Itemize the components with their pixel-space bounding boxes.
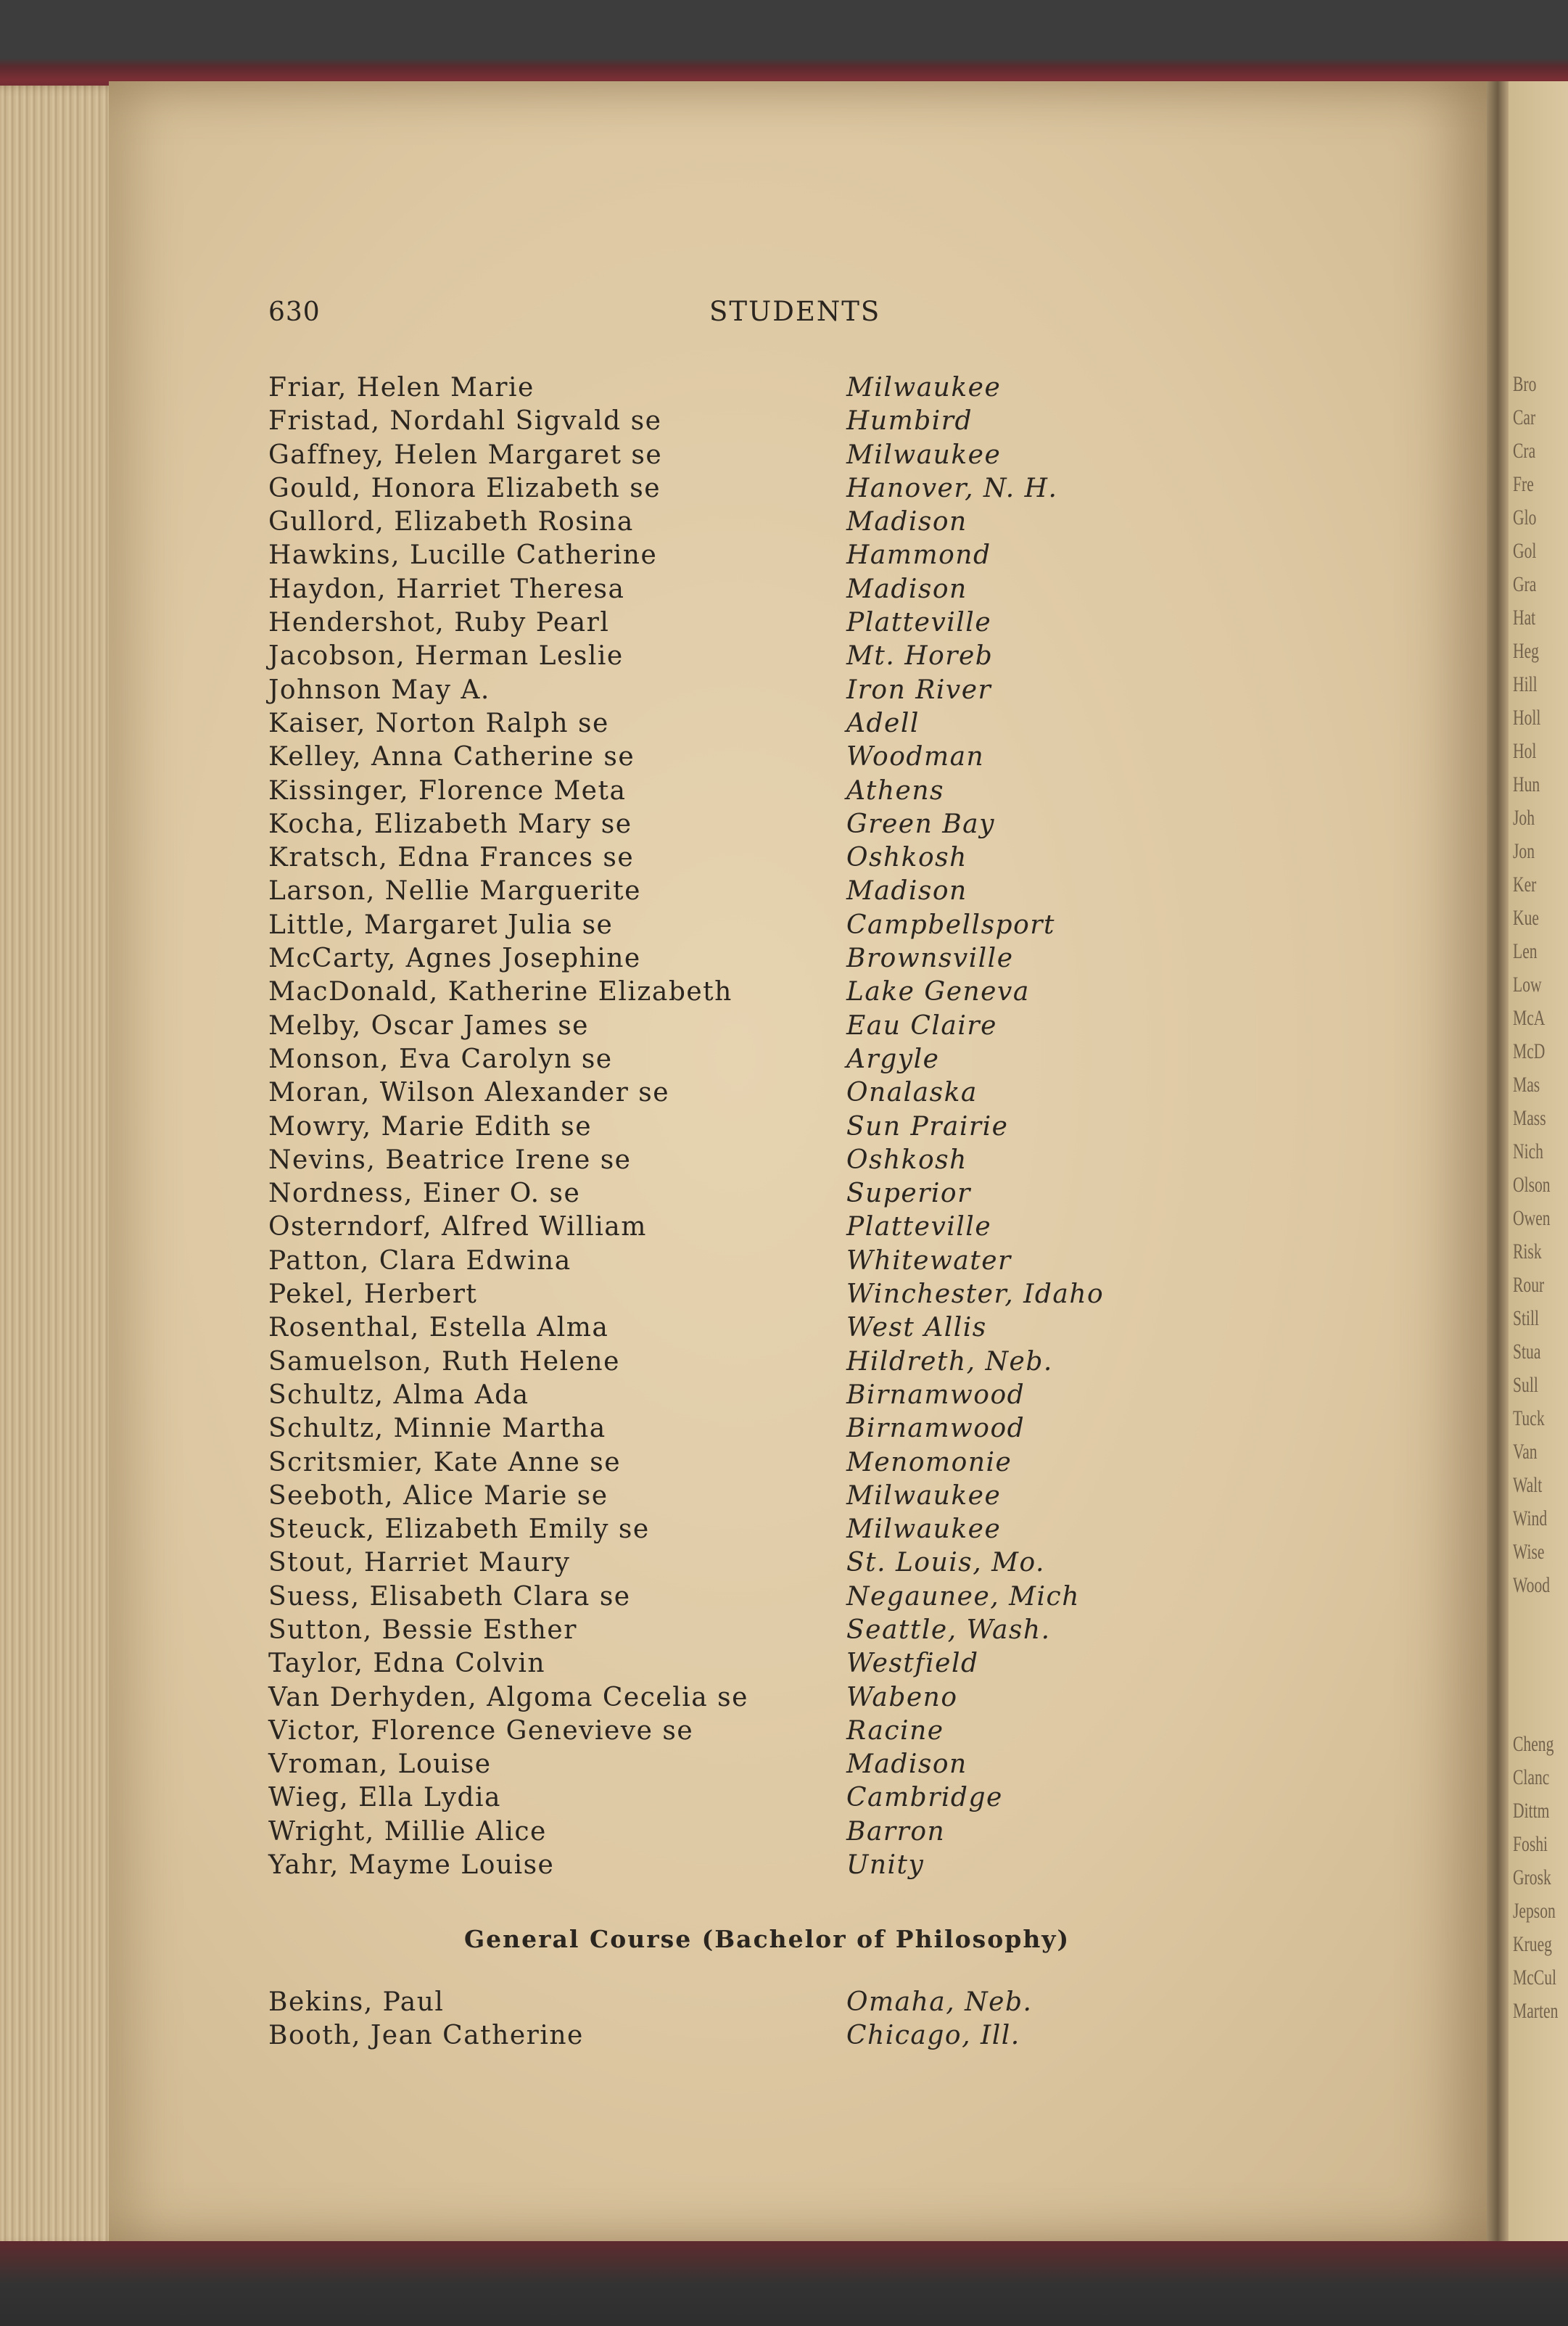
student-entry — [268, 1446, 1371, 1480]
student-entry — [268, 1647, 1371, 1680]
student-entry — [268, 1010, 1371, 1043]
facing-page-entry: McCul — [1513, 1966, 1557, 1989]
student-entry — [268, 1278, 1371, 1311]
student-hometown: Hildreth, Neb. — [846, 1346, 1053, 1377]
facing-page-entry: Stua — [1513, 1340, 1541, 1364]
student-name: Vroman, Louise — [268, 1749, 492, 1780]
facing-page-entry: Heg — [1513, 639, 1539, 663]
facing-page-entry: Walt — [1513, 1473, 1543, 1497]
student-hometown: Woodman — [846, 742, 985, 772]
student-name: Monson, Eva Carolyn se — [268, 1044, 613, 1074]
student-hometown: Madison — [846, 1749, 967, 1780]
student-name: Stout, Harriet Maury — [268, 1548, 571, 1578]
student-entry — [268, 1480, 1371, 1513]
student-entry — [268, 405, 1371, 438]
student-name: Bekins, Paul — [268, 1987, 445, 2017]
student-name: Melby, Oscar James se — [268, 1010, 589, 1041]
student-name: Johnson May A. — [268, 675, 490, 705]
student-entry — [268, 1681, 1371, 1715]
student-name: Samuelson, Ruth Helene — [268, 1346, 620, 1377]
student-entry — [268, 1781, 1371, 1815]
student-entry — [268, 808, 1371, 841]
facing-page-entry: Tuck — [1513, 1406, 1545, 1430]
student-entry — [268, 1849, 1371, 1882]
student-entry — [268, 775, 1371, 808]
facing-page-entry: Bro — [1513, 372, 1537, 396]
student-hometown: St. Louis, Mo. — [846, 1548, 1046, 1578]
student-name: Booth, Jean Catherine — [268, 2021, 584, 2051]
student-entry — [268, 1748, 1371, 1781]
student-entry — [268, 707, 1371, 741]
facing-page-entry: Mas — [1513, 1073, 1540, 1097]
student-hometown: Whitewater — [846, 1245, 1012, 1276]
student-name: Kaiser, Norton Ralph se — [268, 708, 609, 738]
facing-page-entry: Glo — [1513, 506, 1537, 529]
student-entry — [268, 1986, 1371, 2019]
facing-page-entry: Jepson — [1513, 1899, 1556, 1923]
student-hometown: Westfield — [846, 1649, 979, 1679]
student-entry — [268, 539, 1371, 572]
facing-page-entry: Van — [1513, 1440, 1538, 1464]
facing-page-entry: Clanc — [1513, 1765, 1550, 1789]
facing-page-entry: Sull — [1513, 1373, 1538, 1397]
student-hometown: Oshkosh — [846, 843, 967, 873]
student-hometown: Milwaukee — [846, 440, 1002, 470]
student-entry — [268, 371, 1371, 405]
student-entry — [268, 1144, 1371, 1177]
student-entry — [268, 841, 1371, 875]
facing-page-entry: McA — [1513, 1006, 1546, 1030]
book-gutter — [1487, 81, 1509, 2246]
student-name: Victor, Florence Genevieve se — [268, 1715, 694, 1746]
student-entry — [268, 1379, 1371, 1412]
student-hometown: Campbellsport — [846, 910, 1055, 940]
student-hometown: Lake Geneva — [846, 977, 1030, 1007]
student-hometown: Birnamwood — [846, 1379, 1026, 1410]
student-name: MacDonald, Katherine Elizabeth — [268, 977, 733, 1007]
student-hometown: Platteville — [846, 1212, 992, 1242]
student-hometown: Eau Claire — [846, 1010, 997, 1041]
facing-page-entry: Gra — [1513, 572, 1537, 596]
student-name: Little, Margaret Julia se — [268, 910, 614, 940]
student-hometown: Mt. Horeb — [846, 641, 994, 672]
student-name: Suess, Elisabeth Clara se — [268, 1581, 631, 1612]
facing-page-entry: Hun — [1513, 772, 1540, 796]
facing-page-entry: Ker — [1513, 873, 1537, 896]
student-name: Yahr, Mayme Louise — [268, 1850, 555, 1881]
facing-page-entry: Dittm — [1513, 1799, 1550, 1823]
facing-page-entry: Foshi — [1513, 1832, 1548, 1856]
running-head: STUDENTS — [709, 296, 881, 327]
student-hometown: Winchester, Idaho — [846, 1279, 1105, 1310]
student-entry — [268, 1546, 1371, 1580]
student-name: Gould, Honora Elizabeth se — [268, 473, 661, 503]
student-name: Moran, Wilson Alexander se — [268, 1078, 670, 1108]
student-name: Osterndorf, Alfred William — [268, 1212, 647, 1242]
student-entry — [268, 1513, 1371, 1546]
student-hometown: Madison — [846, 574, 967, 604]
student-entry — [268, 875, 1371, 908]
student-entry — [268, 1110, 1371, 1144]
facing-page-entry: Hol — [1513, 739, 1537, 763]
student-entry — [268, 2019, 1371, 2053]
facing-page-entries-lower — [1513, 1728, 1558, 2028]
student-hometown: Oshkosh — [846, 1145, 967, 1175]
student-hometown: Brownsville — [846, 944, 1014, 974]
student-entry — [268, 606, 1371, 640]
student-entry — [268, 573, 1371, 606]
student-hometown: Cambridge — [846, 1783, 1003, 1813]
student-name: Fristad, Nordahl Sigvald se — [268, 406, 662, 437]
student-hometown: Omaha, Neb. — [846, 1987, 1033, 2017]
facing-page-entry: Joh — [1513, 806, 1535, 830]
facing-page-entry: Kue — [1513, 906, 1539, 930]
facing-page-entry: Nich — [1513, 1139, 1543, 1163]
student-name: Kratsch, Edna Frances se — [268, 843, 635, 873]
facing-page-entry: Krueg — [1513, 1932, 1552, 1956]
student-name: Rosenthal, Estella Alma — [268, 1313, 609, 1343]
student-name: Haydon, Harriet Theresa — [268, 574, 625, 604]
page-number: 630 — [268, 297, 321, 327]
student-entry — [268, 1345, 1371, 1379]
facing-page-entry: Grosk — [1513, 1865, 1551, 1889]
student-name: Nordness, Einer O. se — [268, 1179, 581, 1209]
student-name: Schultz, Alma Ada — [268, 1379, 529, 1410]
facing-page-entry: Risk — [1513, 1240, 1542, 1263]
student-entry — [268, 1211, 1371, 1244]
student-name: Taylor, Edna Colvin — [268, 1649, 546, 1679]
student-hometown: Humbird — [846, 406, 973, 437]
student-entry — [268, 741, 1371, 774]
student-entry — [268, 1715, 1371, 1748]
facing-page-entry: Car — [1513, 405, 1536, 429]
student-name: Sutton, Bessie Esther — [268, 1614, 577, 1645]
student-hometown: Green Bay — [846, 809, 995, 839]
facing-page-entry: Len — [1513, 939, 1538, 963]
facing-page-entry: Owen — [1513, 1206, 1551, 1230]
student-list — [268, 371, 1371, 1882]
student-name: Gullord, Elizabeth Rosina — [268, 507, 634, 537]
facing-page-entry: Wise — [1513, 1540, 1545, 1564]
student-hometown: Milwaukee — [846, 373, 1002, 403]
student-name: Patton, Clara Edwina — [268, 1245, 572, 1276]
student-name: Kocha, Elizabeth Mary se — [268, 809, 632, 839]
student-hometown: Hammond — [846, 540, 991, 571]
student-hometown: Negaunee, Mich — [846, 1581, 1080, 1612]
student-entry — [268, 439, 1371, 472]
student-entry — [268, 1076, 1371, 1110]
student-hometown: Menomonie — [846, 1447, 1012, 1477]
student-name: Schultz, Minnie Martha — [268, 1414, 606, 1444]
facing-page-entry: McD — [1513, 1039, 1546, 1063]
student-hometown: Onalaska — [846, 1078, 978, 1108]
student-hometown: Madison — [846, 876, 967, 907]
student-entry — [268, 506, 1371, 539]
student-hometown: Barron — [846, 1816, 946, 1847]
facing-page-entry: Cheng — [1513, 1732, 1554, 1756]
student-entry — [268, 1614, 1371, 1647]
student-hometown: Chicago, Ill. — [846, 2021, 1020, 2051]
student-entry — [268, 1177, 1371, 1211]
facing-page-entry: Hill — [1513, 672, 1538, 696]
facing-page-entry: Low — [1513, 973, 1542, 997]
student-hometown: Birnamwood — [846, 1414, 1026, 1444]
student-name: Hawkins, Lucille Catherine — [268, 540, 658, 571]
student-entry — [268, 1412, 1371, 1445]
facing-page-entry: Gol — [1513, 539, 1537, 563]
facing-page-entry: Holl — [1513, 706, 1541, 730]
student-hometown: Madison — [846, 507, 967, 537]
student-hometown: Milwaukee — [846, 1514, 1002, 1545]
student-name: McCarty, Agnes Josephine — [268, 944, 641, 974]
student-name: Larson, Nellie Marguerite — [268, 876, 641, 907]
student-name: Steuck, Elizabeth Emily se — [268, 1514, 650, 1545]
student-name: Kissinger, Florence Meta — [268, 775, 627, 806]
student-hometown: Unity — [846, 1850, 925, 1881]
facing-page-entries — [1513, 368, 1551, 1602]
student-name: Seeboth, Alice Marie se — [268, 1480, 608, 1511]
facing-page-entry: Fre — [1513, 472, 1534, 496]
student-entry — [268, 909, 1371, 942]
section-student-list — [268, 1986, 1371, 2053]
student-entry — [268, 1580, 1371, 1614]
student-entry — [268, 674, 1371, 707]
student-name: Wieg, Ella Lydia — [268, 1783, 501, 1813]
student-name: Pekel, Herbert — [268, 1279, 478, 1310]
student-hometown: Iron River — [846, 675, 992, 705]
facing-page-entry: Olson — [1513, 1173, 1551, 1197]
facing-page-entry: Cra — [1513, 439, 1536, 463]
student-hometown: Platteville — [846, 608, 992, 638]
facing-page — [1509, 81, 1568, 2246]
student-entry — [268, 976, 1371, 1009]
facing-page-entry: Marten — [1513, 1999, 1559, 2023]
student-name: Hendershot, Ruby Pearl — [268, 608, 610, 638]
student-hometown: Hanover, N. H. — [846, 473, 1058, 503]
student-entry — [268, 472, 1371, 506]
student-hometown: Argyle — [846, 1044, 940, 1074]
student-hometown: Racine — [846, 1715, 944, 1746]
student-name: Wright, Millie Alice — [268, 1816, 547, 1847]
facing-page-entry: Hat — [1513, 606, 1536, 630]
student-hometown: Sun Prairie — [846, 1111, 1009, 1142]
student-entry — [268, 1311, 1371, 1345]
facing-page-entry: Wind — [1513, 1506, 1548, 1530]
student-hometown: Adell — [846, 708, 920, 738]
student-entry — [268, 942, 1371, 976]
student-hometown: Superior — [846, 1179, 971, 1209]
student-entry — [268, 640, 1371, 673]
student-hometown: Seattle, Wash. — [846, 1614, 1051, 1645]
student-name: Nevins, Beatrice Irene se — [268, 1145, 632, 1175]
student-name: Friar, Helen Marie — [268, 373, 535, 403]
student-hometown: West Allis — [846, 1313, 987, 1343]
student-name: Jacobson, Herman Leslie — [268, 641, 624, 672]
student-name: Van Derhyden, Algoma Cecelia se — [268, 1682, 748, 1712]
book-binding-bottom — [0, 2241, 1568, 2326]
facing-page-entry: Still — [1513, 1306, 1540, 1330]
student-name: Mowry, Marie Edith se — [268, 1111, 593, 1142]
student-entry — [268, 1815, 1371, 1849]
facing-page-entry: Rour — [1513, 1273, 1545, 1297]
student-hometown: Wabeno — [846, 1682, 958, 1712]
student-name: Scritsmier, Kate Anne se — [268, 1447, 622, 1477]
student-entry — [268, 1043, 1371, 1076]
facing-page-entry: Mass — [1513, 1106, 1546, 1130]
facing-page-entry: Jon — [1513, 839, 1535, 863]
book-binding-top — [0, 0, 1568, 94]
section-heading: General Course (Bachelor of Philosophy) — [464, 1925, 1070, 1953]
student-name: Kelley, Anna Catherine se — [268, 742, 635, 772]
student-hometown: Milwaukee — [846, 1480, 1002, 1511]
student-hometown: Athens — [846, 775, 944, 806]
student-entry — [268, 1245, 1371, 1278]
student-name: Gaffney, Helen Margaret se — [268, 440, 663, 470]
facing-page-entry: Wood — [1513, 1573, 1551, 1597]
